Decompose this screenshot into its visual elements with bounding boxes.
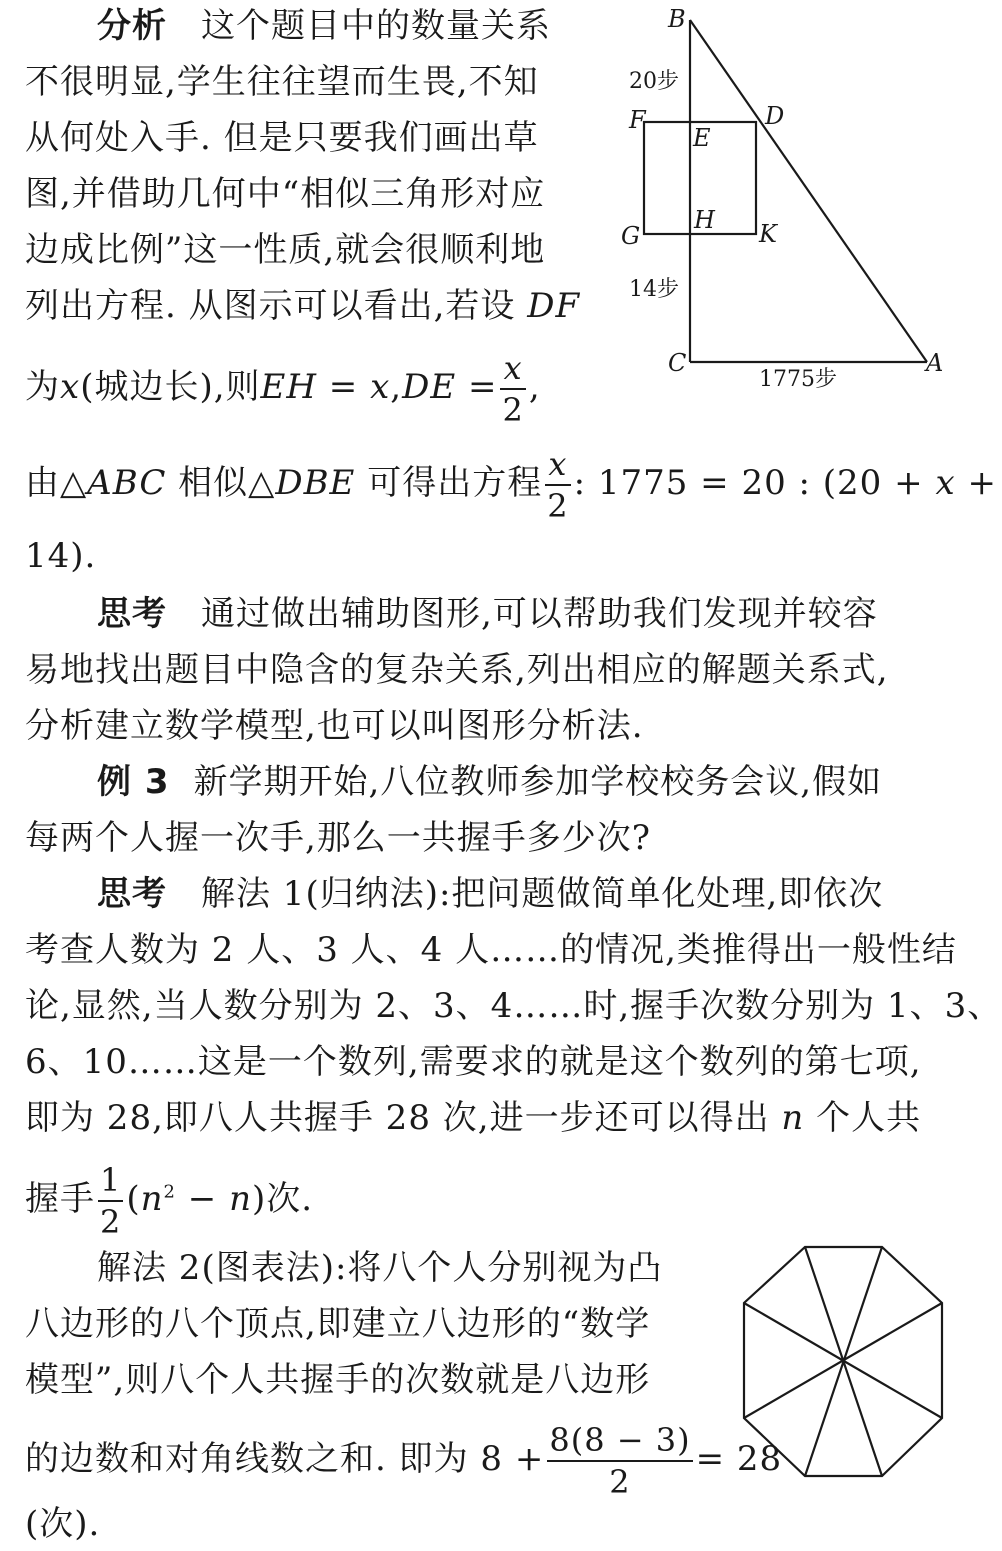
- analysis-line-9: 14).: [25, 536, 97, 576]
- label-1775-steps: 1775步: [759, 367, 837, 392]
- text-city-side: (城边长),则: [80, 367, 261, 407]
- frac-two: 2: [100, 1203, 122, 1241]
- analysis-line-6: [25, 284, 580, 328]
- think2-line-2: 考查人数为 2 人、3 人、4 人……的情况,类推得出一般性结: [25, 930, 957, 970]
- method2-line-1: [25, 1246, 662, 1290]
- eq-eh: EH = x: [260, 367, 391, 407]
- text-you: 由△: [25, 463, 88, 503]
- fraction-octagon: [547, 1421, 692, 1501]
- analysis-line-3: 从何处入手. 但是只要我们画出草: [25, 118, 539, 158]
- point-g: G: [621, 222, 641, 250]
- text-equation: 可得出方程: [367, 463, 543, 503]
- analysis-text-6: 列出方程. 从图示可以看出,若设: [25, 286, 516, 326]
- line-ba: [690, 20, 927, 362]
- comma-end: ,: [528, 367, 541, 407]
- text-wei: 为: [25, 367, 60, 407]
- analysis-heading: 分析: [97, 6, 167, 46]
- equation-rest: : 1775 = 20 : (20 +: [573, 463, 924, 503]
- method2-text-1: 解法 2(图表法):将八个人分别视为凸: [97, 1248, 663, 1288]
- think2-line-1: [25, 872, 883, 916]
- var-n-squared: n: [140, 1179, 164, 1219]
- think2-line-5: [25, 1096, 921, 1140]
- example3-heading: 例 3: [97, 762, 170, 802]
- frac-num-b: x: [545, 448, 570, 486]
- triangle-figure: [615, 0, 960, 400]
- point-e: E: [693, 124, 711, 152]
- think1-line-2: 易地找出题目中隐含的复杂关系,列出相应的解题关系式,: [25, 650, 889, 690]
- label-20-steps: 20步: [629, 69, 679, 94]
- method2-line-3: 模型”,则八个人共握手的次数就是八边形: [25, 1360, 651, 1400]
- think2-heading: 思考: [97, 874, 167, 914]
- analysis-line-4: 图,并借助几何中“相似三角形对应: [25, 174, 546, 214]
- plus-sign: +: [967, 463, 997, 503]
- point-f: F: [629, 106, 646, 134]
- example3-line-2: 每两个人握一次手,那么一共握手多少次?: [25, 818, 652, 858]
- point-h: H: [694, 206, 715, 234]
- var-df: DF: [527, 286, 581, 326]
- triangle-abc: ABC: [87, 463, 167, 503]
- think1-heading: 思考: [97, 594, 167, 634]
- analysis-line-2: 不很明显,学生往往望而生畏,不知: [25, 62, 539, 102]
- frac-num-oct: 8(8 − 3): [547, 1424, 692, 1462]
- method2-result: = 28: [695, 1439, 783, 1479]
- octagon-figure: [735, 1240, 950, 1485]
- point-d: D: [765, 102, 785, 130]
- frac-den-oct: 2: [609, 1463, 631, 1501]
- method2-line-2: 八边形的八个顶点,即建立八边形的“数学: [25, 1304, 651, 1344]
- think2-line-3: 论,显然,当人数分别为 2、3、4……时,握手次数分别为 1、3、: [25, 986, 1002, 1026]
- var-n-2: n: [229, 1179, 252, 1219]
- point-k: K: [759, 220, 777, 248]
- think1-line-3: 分析建立数学模型,也可以叫图形分析法.: [25, 706, 644, 746]
- think2-text-5b: 个人共: [816, 1098, 922, 1138]
- comma: ,: [390, 367, 403, 407]
- point-c: C: [668, 349, 687, 377]
- fraction-one-half: [98, 1161, 123, 1241]
- think1-text-1: 通过做出辅助图形,可以帮助我们发现并较容: [201, 594, 878, 634]
- think2-text-5a: 即为 28,即八人共握手 28 次,进一步还可以得出: [25, 1098, 770, 1138]
- paren-open: (: [126, 1179, 141, 1219]
- analysis-line-5: 边成比例”这一性质,就会很顺利地: [25, 230, 546, 270]
- triangle-dbe: DBE: [275, 463, 356, 503]
- frac-num: x: [500, 352, 525, 390]
- text-similar: 相似△: [178, 463, 276, 503]
- fraction-x-over-2-b: [545, 445, 570, 525]
- think2-line-4: 6、10……这是一个数列,需要求的就是这个数列的第七项,: [25, 1042, 922, 1082]
- paren-close-ci: )次.: [252, 1179, 314, 1219]
- fraction-x-over-2: [500, 349, 525, 429]
- example3-line-1: [25, 760, 882, 804]
- analysis-text-1: 这个题目中的数量关系: [201, 6, 551, 46]
- method2-line-5: (次).: [25, 1504, 101, 1544]
- eq-de: DE =: [402, 367, 498, 407]
- var-x-b: x: [935, 463, 956, 503]
- think1-line-1: [25, 592, 878, 636]
- think2-line-6: [25, 1161, 314, 1241]
- method2-line-4: [25, 1421, 783, 1501]
- analysis-line-8: [25, 445, 997, 525]
- frac-den-b: 2: [547, 487, 569, 525]
- method2-text-4a: 的边数和对角线数之和. 即为 8 +: [25, 1439, 545, 1479]
- example3-text-1: 新学期开始,八位教师参加学校校务会议,假如: [193, 762, 883, 802]
- text-woshou: 握手: [25, 1179, 95, 1219]
- think2-text-1: 解法 1(归纳法):把问题做简单化处理,即依次: [201, 874, 884, 914]
- label-14-steps: 14步: [629, 277, 679, 302]
- analysis-line-7: [25, 349, 541, 429]
- point-a: A: [926, 349, 944, 377]
- minus-sign: −: [175, 1179, 230, 1219]
- var-n: n: [781, 1098, 805, 1138]
- exponent-2: 2: [163, 1181, 176, 1203]
- var-x: x: [60, 367, 81, 407]
- frac-one: 1: [98, 1164, 123, 1202]
- frac-den: 2: [502, 391, 524, 429]
- analysis-line-1: [25, 4, 551, 48]
- point-b: B: [668, 5, 686, 33]
